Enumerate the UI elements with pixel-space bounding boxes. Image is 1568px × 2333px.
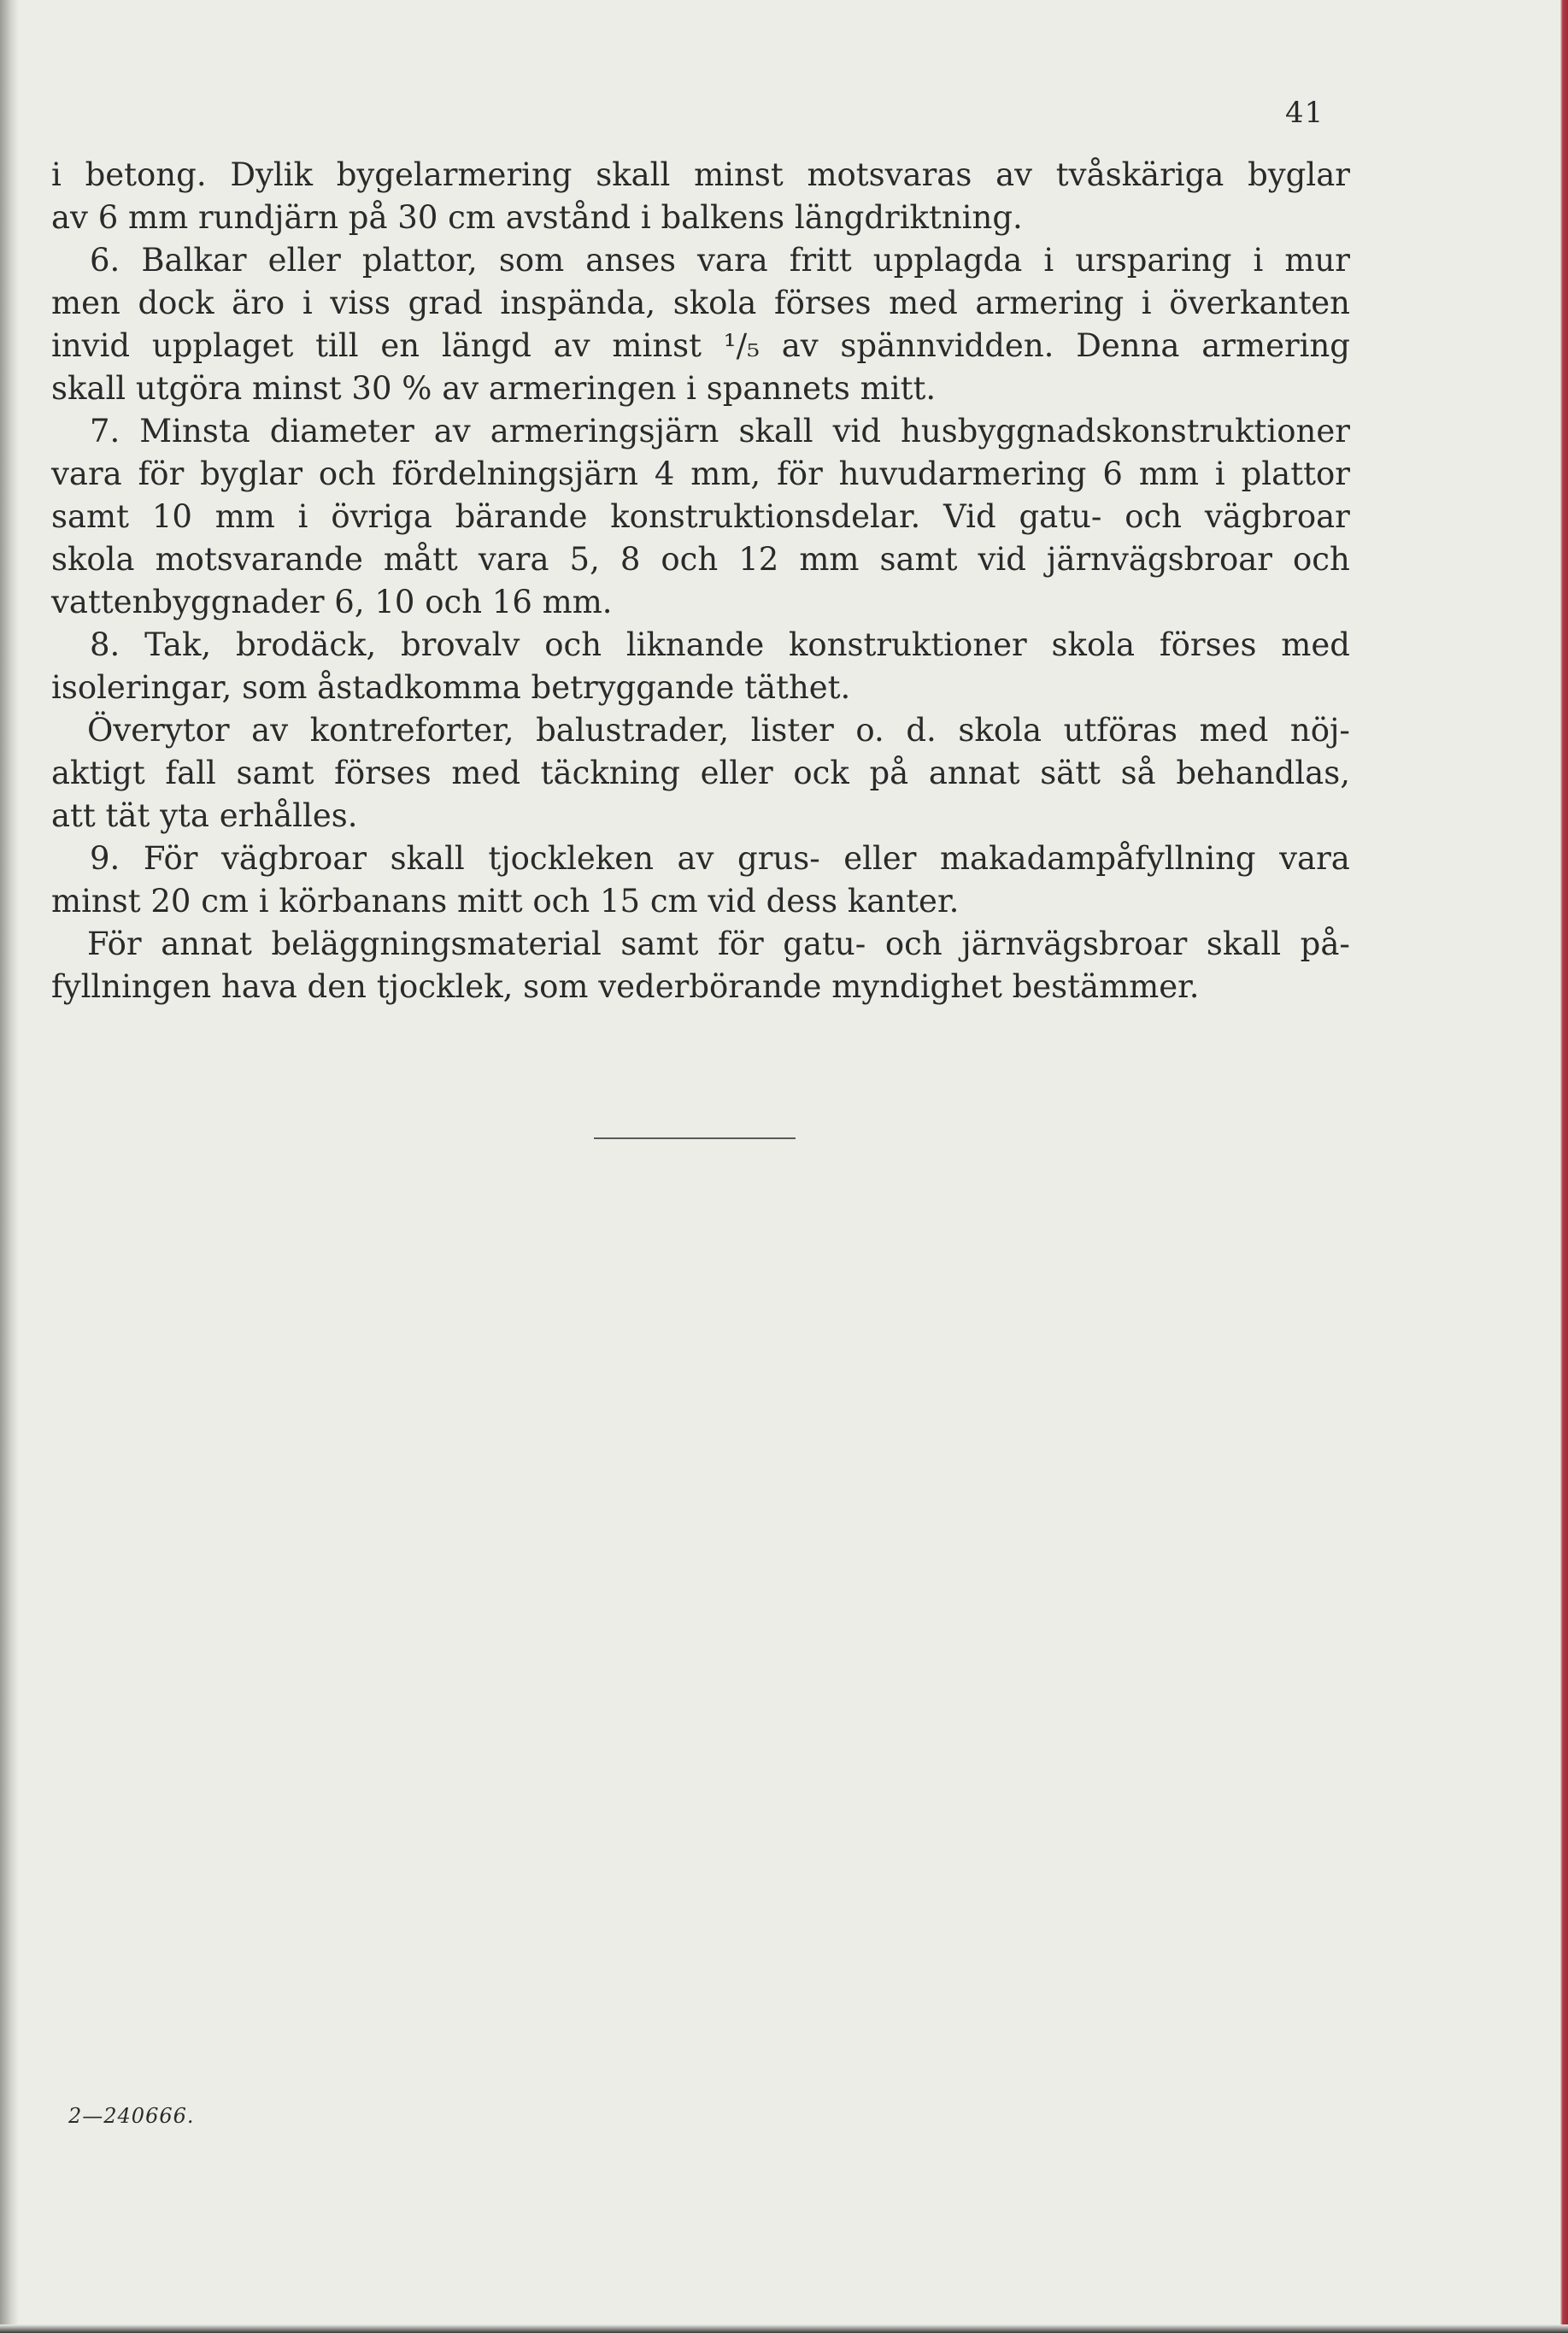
word: ock	[793, 755, 849, 791]
text-line	[51, 154, 1350, 197]
word: äro	[232, 285, 285, 321]
word: betong.	[85, 156, 207, 193]
word: längd	[441, 327, 531, 364]
word: av	[251, 712, 289, 749]
word: samt	[620, 926, 699, 962]
word: för	[718, 926, 764, 962]
word: vara	[1279, 840, 1350, 877]
word: Överytor	[87, 712, 230, 749]
word: för	[777, 455, 823, 492]
word: skall	[596, 156, 671, 193]
word: i	[297, 498, 308, 535]
word: eller	[700, 755, 773, 791]
word: För	[87, 926, 142, 962]
word: beläggningsmaterial	[271, 926, 602, 962]
word: skola	[51, 541, 135, 578]
word: och	[544, 626, 602, 663]
page-bottom-edge	[0, 2324, 1568, 2333]
word: diameter	[269, 413, 414, 450]
word: skall	[738, 413, 813, 450]
word: av	[433, 413, 471, 450]
word: grad	[408, 285, 483, 321]
text-line	[51, 837, 1350, 880]
word: med	[451, 755, 521, 791]
word: skall	[1206, 926, 1282, 962]
word: fall	[165, 755, 216, 791]
word: eller	[843, 840, 917, 877]
word: huvudarmering	[838, 455, 1087, 492]
word: och	[1293, 541, 1350, 578]
word: armering	[1201, 327, 1350, 364]
word: Balkar	[141, 242, 247, 279]
word: Minsta	[139, 413, 250, 450]
word: vägbroar	[1204, 498, 1350, 535]
word: armering	[975, 285, 1125, 321]
word: byglar	[1248, 156, 1350, 193]
body-text	[51, 154, 1350, 1008]
word: vara	[51, 455, 122, 492]
word: motsvarande	[155, 541, 363, 578]
page-number: 41	[1285, 96, 1324, 130]
word: 7.	[90, 413, 120, 450]
word: i	[1043, 242, 1054, 279]
word: i	[51, 156, 62, 193]
section-divider	[594, 1137, 796, 1139]
word: överkanten	[1169, 285, 1350, 321]
word: bygelarmering	[336, 156, 573, 193]
word: förses	[1159, 626, 1257, 663]
word: behandlas,	[1176, 755, 1350, 791]
word: spännvidden.	[840, 327, 1054, 364]
word: med	[889, 285, 958, 321]
text-line	[51, 624, 1350, 667]
word: annat	[928, 755, 1020, 791]
print-code: 2—240666.	[68, 2104, 195, 2128]
word: övriga	[331, 498, 432, 535]
word: järnvägsbroar	[961, 926, 1188, 962]
word: mm	[214, 498, 275, 535]
word: vara	[478, 541, 549, 578]
word: i	[302, 285, 313, 321]
word: utföras	[1063, 712, 1177, 749]
word: Vid	[943, 498, 996, 535]
word: grus-	[737, 840, 820, 877]
word: vid	[832, 413, 882, 450]
word: skola	[672, 285, 757, 321]
word: som	[498, 242, 565, 279]
word: till	[315, 327, 359, 364]
word: skall	[390, 840, 465, 877]
word: en	[380, 327, 420, 364]
text-line: av 6 mm rundjärn på 30 cm avstånd i balkens längdriktning.	[51, 199, 1023, 236]
text-line	[51, 496, 1350, 538]
word: mm	[799, 541, 860, 578]
word: vägbroar	[221, 840, 367, 877]
word: armeringsjärn	[490, 413, 719, 450]
word: mur	[1284, 242, 1350, 279]
word: kontreforter,	[309, 712, 514, 749]
word: För	[143, 840, 198, 877]
word: upplagda	[872, 242, 1023, 279]
binding-shadow	[0, 0, 19, 2333]
word: inspända,	[500, 285, 656, 321]
word: fritt	[789, 242, 852, 279]
word: samt	[51, 498, 130, 535]
word: mm	[1138, 455, 1199, 492]
word: balustrader,	[536, 712, 730, 749]
word: i	[1214, 455, 1225, 492]
word: på-	[1300, 926, 1350, 962]
text-line	[51, 709, 1350, 752]
word: brovalv	[401, 626, 520, 663]
text-line	[51, 923, 1350, 966]
word: samt	[879, 541, 958, 578]
word: minst	[612, 327, 702, 364]
word: gatu-	[783, 926, 866, 962]
word: skola	[1051, 626, 1136, 663]
word: av	[995, 156, 1033, 193]
word: lister	[750, 712, 834, 749]
word: täckning	[540, 755, 680, 791]
word: Dylik	[230, 156, 313, 193]
word: husbyggnadskonstruktioner	[901, 413, 1350, 450]
word: 9.	[90, 840, 120, 877]
word: ¹/₅	[723, 327, 760, 364]
word: 6.	[90, 242, 120, 279]
word: annat	[161, 926, 252, 962]
word: 4	[654, 455, 675, 492]
word: mm,	[690, 455, 761, 492]
word: aktigt	[51, 755, 145, 791]
word: 6	[1102, 455, 1123, 492]
text-line	[51, 410, 1350, 453]
word: eller	[267, 242, 341, 279]
word: gatu-	[1019, 498, 1102, 535]
word: upplaget	[151, 327, 294, 364]
text-line: skall utgöra minst 30 % av armeringen i spannets mitt.	[51, 370, 937, 407]
word: men	[51, 285, 120, 321]
word: invid	[51, 327, 131, 364]
word: järnvägsbroar	[1046, 541, 1272, 578]
word: fördelningsjärn	[391, 455, 638, 492]
word: med	[1281, 626, 1350, 663]
word: plattor	[1241, 455, 1350, 492]
word: brodäck,	[235, 626, 377, 663]
word: liknande	[625, 626, 765, 663]
word: motsvaras	[807, 156, 972, 193]
text-line	[51, 239, 1350, 282]
word: bärande	[455, 498, 588, 535]
word: 10	[151, 498, 192, 535]
word: av	[781, 327, 819, 364]
word: Denna	[1076, 327, 1180, 364]
text-line: vattenbyggnader 6, 10 och 16 mm.	[51, 584, 613, 620]
word: tvåskäriga	[1055, 156, 1224, 193]
text-line	[51, 752, 1350, 795]
word: på	[869, 755, 909, 791]
word: och	[884, 926, 943, 962]
word: konstruktioner	[789, 626, 1027, 663]
word: mått	[383, 541, 458, 578]
word: makadampåfyllning	[939, 840, 1256, 877]
word: anses	[585, 242, 676, 279]
text-line: minst 20 cm i körbanans mitt och 15 cm vid dess kanter.	[51, 883, 960, 920]
word: vid	[978, 541, 1026, 578]
word: i	[1141, 285, 1152, 321]
word: samt	[236, 755, 314, 791]
word: o.	[855, 712, 884, 749]
word: plattor,	[361, 242, 478, 279]
word: och	[661, 541, 719, 578]
word: i	[1253, 242, 1264, 279]
word: ursparing	[1075, 242, 1232, 279]
word: skola	[958, 712, 1042, 749]
word: 12	[738, 541, 779, 578]
text-line	[51, 325, 1350, 367]
text-line	[51, 538, 1350, 581]
word: förses	[334, 755, 432, 791]
word: och	[318, 455, 376, 492]
word: av	[677, 840, 714, 877]
word: sätt	[1040, 755, 1101, 791]
word: för	[138, 455, 185, 492]
word: nöj-	[1289, 712, 1350, 749]
word: konstruktionsdelar.	[610, 498, 921, 535]
word: dock	[138, 285, 214, 321]
word: Tak,	[144, 626, 212, 663]
text-line: isoleringar, som åstadkomma betryggande täthet.	[51, 669, 851, 706]
page-edge	[1560, 0, 1568, 2333]
word: av	[553, 327, 590, 364]
word: vara	[697, 242, 768, 279]
word: 8.	[90, 626, 120, 663]
word: med	[1199, 712, 1269, 749]
word: byglar	[200, 455, 303, 492]
word: minst	[694, 156, 784, 193]
word: 5,	[569, 541, 600, 578]
text-line	[51, 282, 1350, 325]
word: så	[1120, 755, 1156, 791]
word: tjockleken	[488, 840, 654, 877]
word: d.	[906, 712, 937, 749]
text-line: fyllningen hava den tjocklek, som vederbörande myndighet bestämmer.	[51, 968, 1200, 1005]
word: förses	[773, 285, 872, 321]
word: 8	[620, 541, 641, 578]
text-line	[51, 453, 1350, 496]
word: och	[1125, 498, 1183, 535]
text-line: att tät yta erhålles.	[51, 797, 358, 834]
word: viss	[330, 285, 391, 321]
